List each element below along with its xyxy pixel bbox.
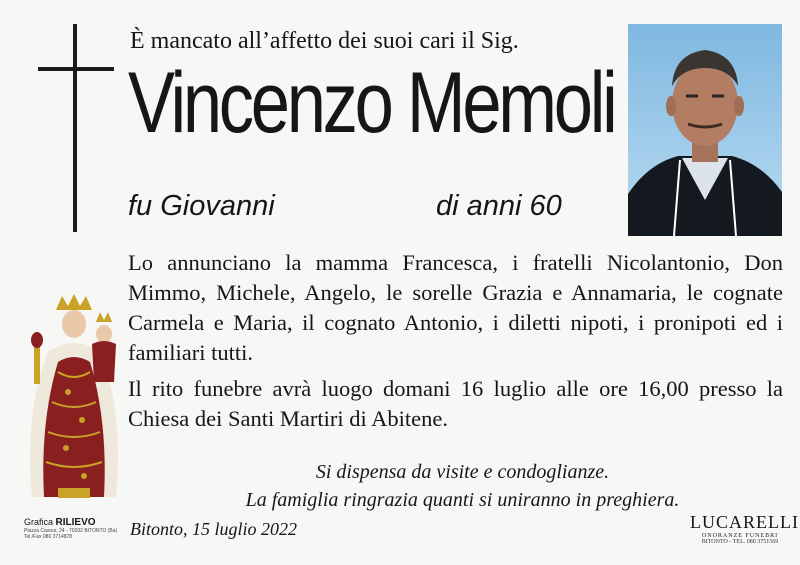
closing-line-2: La famiglia ringrazia quanti si uniranno in preghiera. xyxy=(245,489,680,511)
cross-vertical-bar xyxy=(73,24,77,232)
credit-prefix: Grafica xyxy=(24,517,54,527)
deceased-age: di anni 60 xyxy=(436,190,562,222)
deceased-name: Vincenzo Memoli xyxy=(128,55,615,151)
closing-lines xyxy=(130,458,795,514)
credit-phone: Tel./Fax 080 3714878 xyxy=(24,534,73,540)
logo-name: LUCARELLI xyxy=(690,512,799,532)
notice-date: Bitonto, 15 luglio 2022 xyxy=(130,519,298,539)
father-name: fu Giovanni xyxy=(128,190,275,222)
closing-line-1: Si dispensa da visite e condoglianze. xyxy=(315,461,610,483)
madonna-statue-image xyxy=(18,292,130,502)
announcement-paragraph: Lo annunciano la mamma Francesca, i fratelli Nicolantonio, Don Mimmo, Michele, Angelo, le sorelle Grazia e Annamaria, le cognate Carmela e Maria, il cognato Antonio, i diletti nipoti, i pronipoti ed i familiari tutti. xyxy=(128,250,783,365)
credit-brand-line xyxy=(24,517,117,528)
funeral-paragraph: Il rito funebre avrà luogo domani 16 luglio alle ore 16,00 presso la Chiesa dei Santi Martiri di Abitene. xyxy=(128,376,783,431)
madonna-statue-icon xyxy=(18,292,130,502)
portrait-photo xyxy=(628,24,782,236)
cross-horizontal-bar xyxy=(38,67,114,71)
logo-subtitle: ONORANZE FUNEBRI xyxy=(701,533,779,539)
notice-body xyxy=(128,248,783,440)
logo-contact: BITONTO - TEL. 080 3751569 xyxy=(701,539,779,545)
intro-line: È mancato all’affetto dei suoi cari il Sig. xyxy=(130,28,519,54)
graphic-credit xyxy=(24,517,117,540)
funeral-home-logo xyxy=(690,512,799,545)
portrait-illustration xyxy=(628,24,782,236)
credit-address: Piazza Cavour, 24 - 70032 BITONTO (Ba) xyxy=(24,528,118,534)
credit-brand: RILIEVO xyxy=(55,517,96,528)
